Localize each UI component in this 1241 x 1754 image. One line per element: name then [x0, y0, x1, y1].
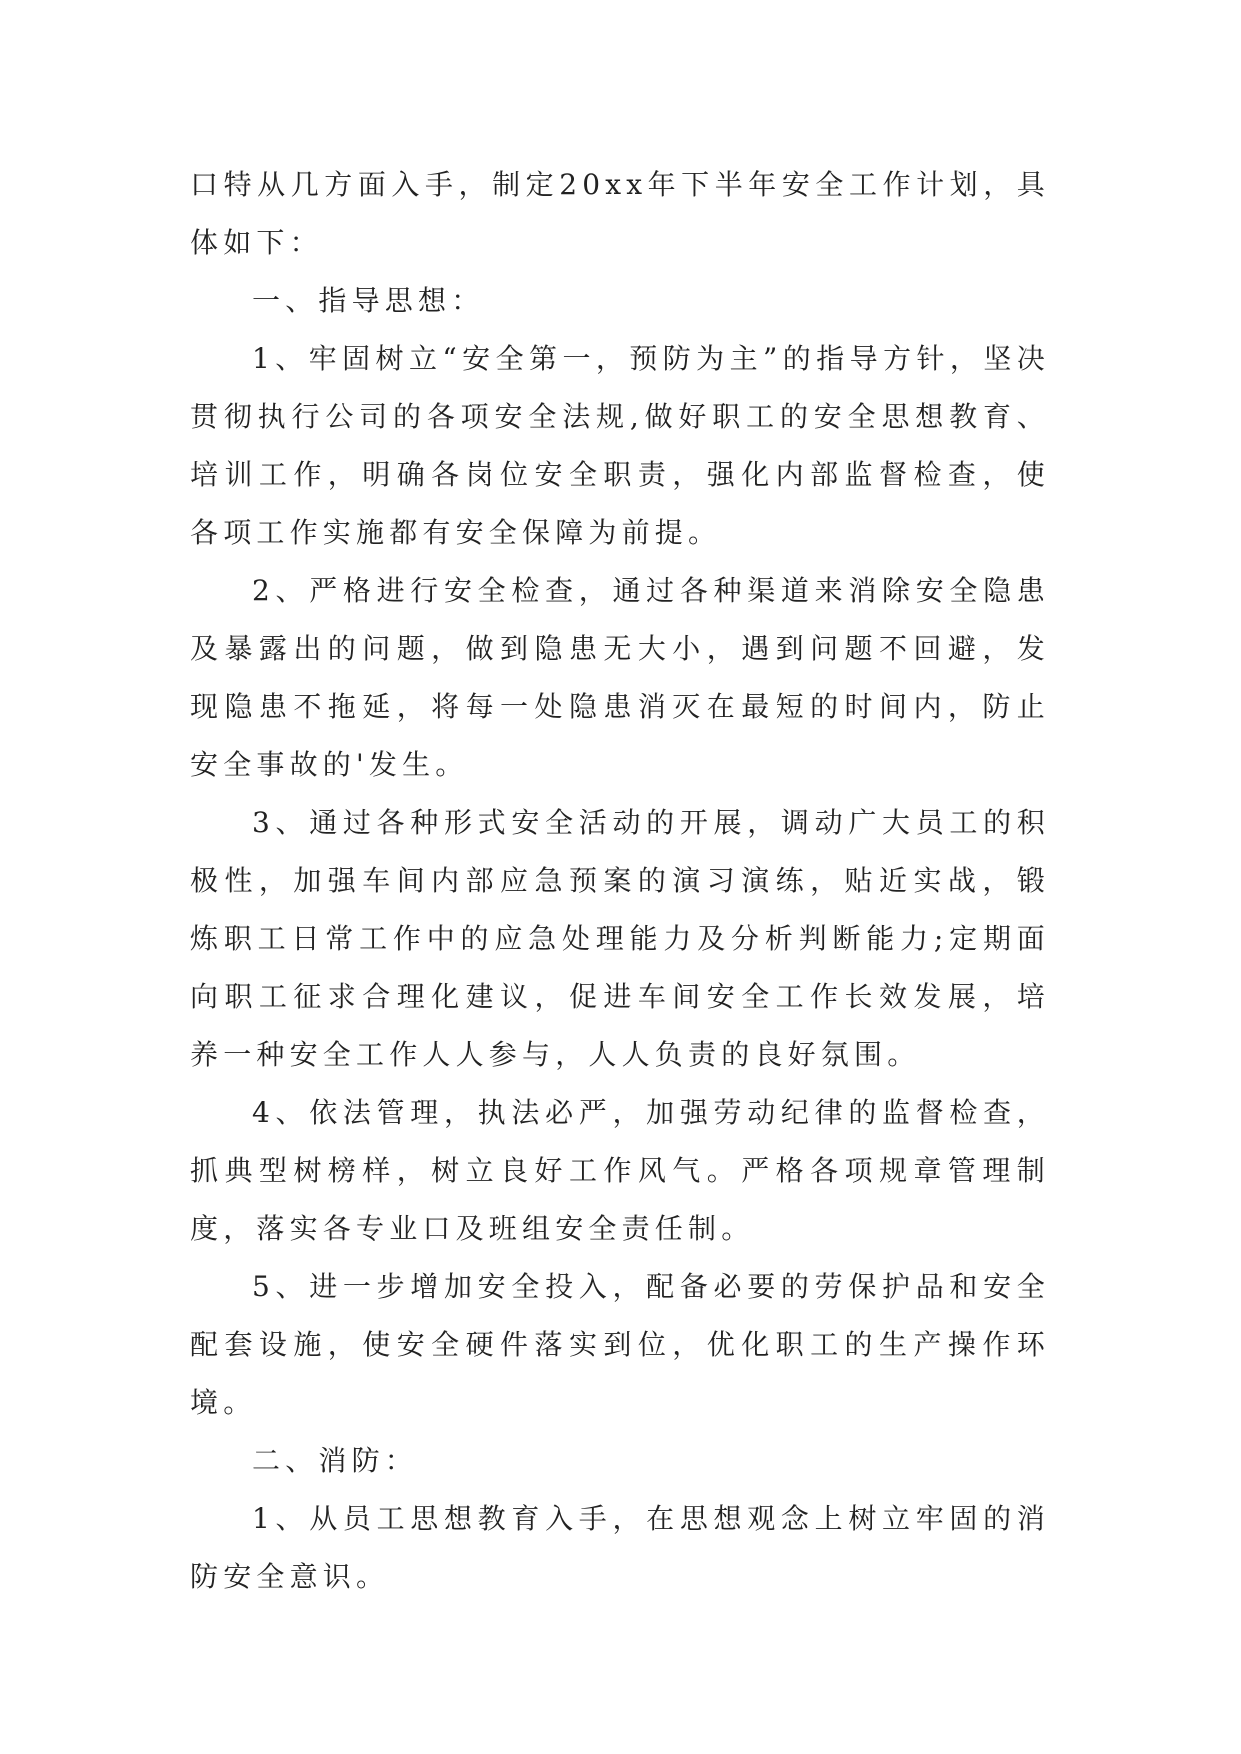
- paragraph-item-4: 4、依法管理，执法必严，加强劳动纪律的监督检查，抓典型树榜样，树立良好工作风气。严格各项规章管理制度，落实各专业口及班组安全责任制。: [190, 1096, 1050, 1245]
- document-body: [190, 156, 1050, 1606]
- paragraph-item-3: 3、通过各种形式安全活动的开展，调动广大员工的积极性，加强车间内部应急预案的演习演练，贴近实战，锻炼职工日常工作中的应急处理能力及分析判断能力;定期面向职工征求合理化建议，促进车间安全工作长效发展，培养一种安全工作人人参与，人人负责的良好氛围。: [190, 806, 1050, 1071]
- paragraph-item-5: 5、进一步增加安全投入，配备必要的劳保护品和安全配套设施，使安全硬件落实到位，优化职工的生产操作环境。: [190, 1270, 1050, 1419]
- paragraph-fire-item-1: 1、从员工思想教育入手，在思想观念上树立牢固的消防安全意识。: [190, 1502, 1050, 1593]
- section-heading-guiding-ideology: 一、指导思想：: [252, 284, 485, 317]
- paragraph-item-2: 2、严格进行安全检查，通过各种渠道来消除安全隐患及暴露出的问题，做到隐患无大小，遇到问题不回避，发现隐患不拖延，将每一处隐患消灭在最短的时间内，防止安全事故的'发生。: [190, 574, 1050, 781]
- paragraph-intro-continued: 口特从几方面入手，制定20xx年下半年安全工作计划，具体如下：: [190, 168, 1050, 259]
- section-heading-fire-protection: 二、消防：: [252, 1444, 419, 1477]
- paragraph-item-1: 1、牢固树立“安全第一，预防为主”的指导方针，坚决贯彻执行公司的各项安全法规,做好职工的安全思想教育、培训工作，明确各岗位安全职责，强化内部监督检查，使各项工作实施都有安全保障为前提。: [190, 342, 1050, 549]
